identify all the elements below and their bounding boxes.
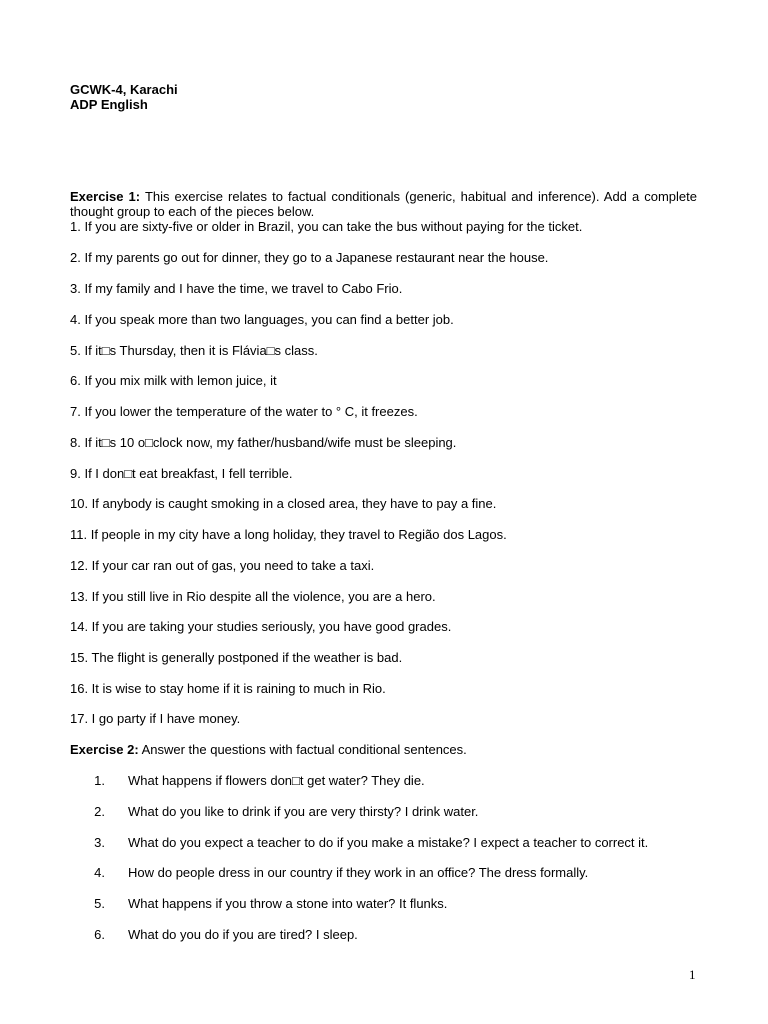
exercise2-item-text: What do you like to drink if you are very thirsty? I drink water. xyxy=(128,804,479,819)
exercise1-item-17: 17. I go party if I have money. xyxy=(70,711,241,726)
exercise2-item-text: What happens if you throw a stone into water? It flunks. xyxy=(128,896,448,911)
exercise1-item-7: 7. If you lower the temperature of the water to ° C, it freezes. xyxy=(70,404,418,419)
exercise2-item-number: 2. xyxy=(94,804,105,819)
exercise2-item-text: What do you expect a teacher to do if you make a mistake? I expect a teacher to correct it. xyxy=(128,835,649,850)
exercise1-item-1: 1. If you are sixty-five or older in Brazil, you can take the bus without paying for the ticket. xyxy=(70,219,583,234)
exercise2-item-6 xyxy=(82,927,358,942)
exercise2-item-3 xyxy=(82,835,648,850)
exercise1-item-12: 12. If your car ran out of gas, you need to take a taxi. xyxy=(70,558,375,573)
exercise1-item-10: 10. If anybody is caught smoking in a closed area, they have to pay a fine. xyxy=(70,496,497,511)
header-institution: GCWK-4, Karachi xyxy=(70,82,178,97)
exercise2-item-4 xyxy=(82,865,588,880)
exercise2-intro xyxy=(70,742,467,757)
exercise1-item-6: 6. If you mix milk with lemon juice, it xyxy=(70,373,277,388)
exercise1-item-8: 8. If it□s 10 o□clock now, my father/husband/wife must be sleeping. xyxy=(70,435,457,450)
exercise2-item-number: 4. xyxy=(94,865,105,880)
exercise1-item-13: 13. If you still live in Rio despite all the violence, you are a hero. xyxy=(70,589,436,604)
page-number: 1 xyxy=(689,967,696,982)
exercise2-item-1 xyxy=(82,773,425,788)
exercise1-item-2: 2. If my parents go out for dinner, they go to a Japanese restaurant near the house. xyxy=(70,250,549,265)
exercise2-item-text: What happens if flowers don□t get water? They die. xyxy=(128,773,425,788)
exercise2-item-number: 5. xyxy=(94,896,105,911)
exercise1-item-3: 3. If my family and I have the time, we travel to Cabo Frio. xyxy=(70,281,403,296)
exercise2-item-text: How do people dress in our country if they work in an office? The dress formally. xyxy=(128,865,589,880)
exercise2-item-number: 3. xyxy=(94,835,105,850)
exercise2-item-2 xyxy=(82,804,478,819)
exercise1-item-5: 5. If it□s Thursday, then it is Flávia□s class. xyxy=(70,343,318,358)
exercise1-item-16: 16. It is wise to stay home if it is raining to much in Rio. xyxy=(70,681,386,696)
exercise1-item-15: 15. The flight is generally postponed if the weather is bad. xyxy=(70,650,403,665)
exercise1-item-9: 9. If I don□t eat breakfast, I fell terrible. xyxy=(70,466,293,481)
exercise1-label: Exercise 1: xyxy=(70,189,141,204)
exercise2-item-number: 1. xyxy=(94,773,105,788)
exercise2-item-5 xyxy=(82,896,447,911)
exercise1-instruction: This exercise relates to factual conditionals (generic, habitual and inference). Add a complete thought group to each of the pieces below. xyxy=(70,189,697,219)
exercise1-item-4: 4. If you speak more than two languages, you can find a better job. xyxy=(70,312,454,327)
exercise2-item-text: What do you do if you are tired? I sleep. xyxy=(128,927,358,942)
exercise2-instruction: Answer the questions with factual conditional sentences. xyxy=(141,742,467,757)
exercise1-item-11: 11. If people in my city have a long holiday, they travel to Região dos Lagos. xyxy=(70,527,507,542)
exercise1-intro xyxy=(70,189,697,219)
exercise1-item-14: 14. If you are taking your studies seriously, you have good grades. xyxy=(70,619,452,634)
exercise2-label: Exercise 2: xyxy=(70,742,139,757)
header-course: ADP English xyxy=(70,97,148,112)
exercise2-item-number: 6. xyxy=(94,927,105,942)
